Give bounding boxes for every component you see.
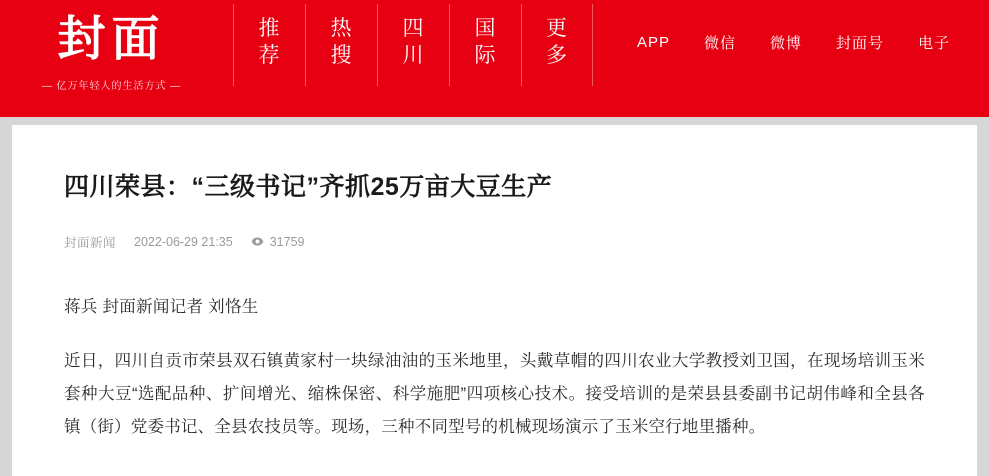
nav-item-hot-line2: 搜 [330, 43, 353, 67]
site-logo[interactable] [0, 0, 205, 92]
article-source: 封面新闻 [64, 235, 117, 250]
article-card [12, 125, 977, 476]
link-fengmianhao[interactable]: 封面号 [836, 35, 885, 52]
main-nav [205, 4, 593, 86]
eye-icon [251, 235, 264, 248]
nav-item-hot-line1: 热 [330, 17, 353, 40]
article-meta [64, 233, 925, 251]
logo-tagline: — 亿万年轻人的生活方式 — [41, 81, 182, 93]
nav-item-hot[interactable] [305, 4, 377, 86]
nav-item-more-line1: 更 [546, 17, 568, 40]
article-view-count [251, 235, 305, 249]
nav-item-more-line2: 多 [546, 43, 568, 67]
link-weibo[interactable]: 微博 [770, 35, 803, 52]
article-byline: 蒋兵 封面新闻记者 刘恪生 [64, 297, 259, 316]
nav-item-international-line2: 际 [474, 43, 497, 67]
nav-item-international-line1: 国 [474, 17, 497, 40]
page-content [0, 125, 989, 476]
nav-item-recommend[interactable] [233, 4, 305, 86]
link-epaper[interactable]: 电子 [918, 35, 951, 52]
article-timestamp: 2022-06-29 21:35 [134, 234, 233, 249]
nav-item-sichuan[interactable] [377, 4, 449, 86]
nav-item-sichuan-line2: 川 [402, 43, 425, 67]
header-quick-links [637, 32, 950, 53]
nav-item-international[interactable] [449, 4, 521, 86]
nav-item-recommend-line2: 荐 [258, 43, 281, 67]
link-app[interactable]: APP [637, 34, 671, 51]
page-title: 四川荣县：“三级书记”齐抓25万亩大豆生产 [64, 173, 553, 201]
nav-item-recommend-line1: 推 [258, 17, 281, 40]
view-count-value: 31759 [269, 234, 305, 249]
nav-item-more[interactable] [521, 4, 593, 86]
link-wechat[interactable]: 微信 [704, 35, 737, 52]
site-header [0, 0, 989, 117]
article-paragraph: 近日，四川自贡市荣县双石镇黄家村一块绿油油的玉米地里，头戴草帽的四川农业大学教授刘卫国，在现场培训玉米套种大豆“选配品种、扩间增光、缩株保密、科学施肥”四项核心技术。接受培训的是荣县县委副书记胡伟峰和全县各镇（街）党委书记、全县农技员等。现场，三种不同型号的机械现场演示了玉米空行地里播种。 [64, 351, 925, 436]
nav-item-sichuan-line1: 四 [402, 17, 425, 40]
logo-text: 封面 [57, 11, 166, 67]
